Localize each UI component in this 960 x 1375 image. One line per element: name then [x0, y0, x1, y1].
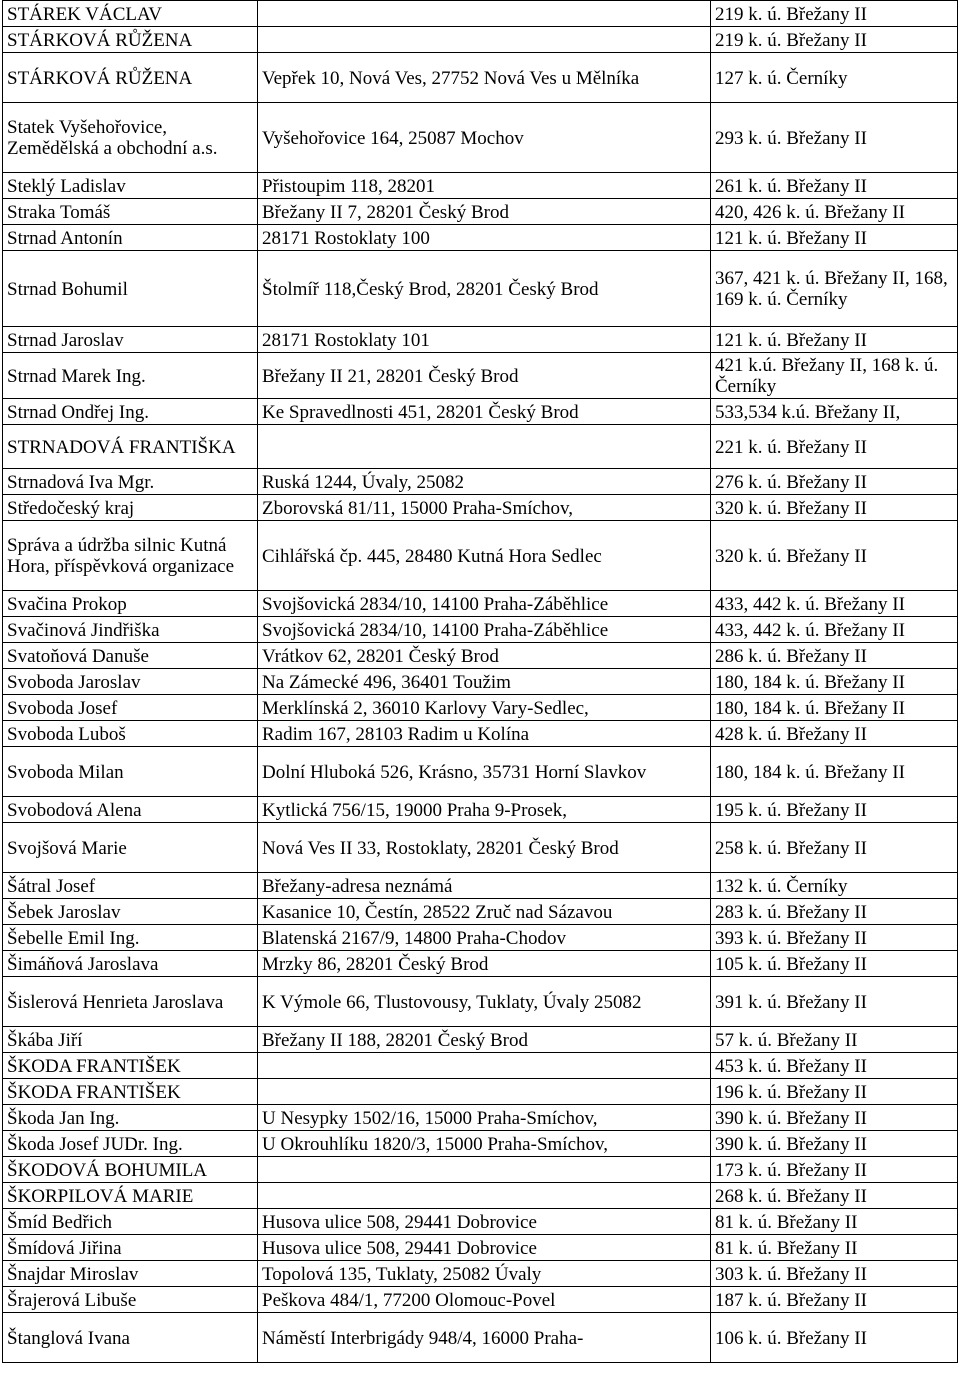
owner-name-cell: Svoboda Jaroslav — [3, 669, 258, 695]
owner-name-cell: Strnad Ondřej Ing. — [3, 399, 258, 425]
parcel-cell: 173 k. ú. Břežany II — [711, 1157, 958, 1183]
table-row — [3, 521, 958, 591]
table-row — [3, 797, 958, 823]
parcel-cell: 180, 184 k. ú. Břežany II — [711, 695, 958, 721]
owner-address-cell: Vrátkov 62, 28201 Český Brod — [258, 643, 711, 669]
owner-name-cell: Škoda Josef JUDr. Ing. — [3, 1131, 258, 1157]
owner-address-cell — [258, 1, 711, 27]
owner-address-cell: Merklínská 2, 36010 Karlovy Vary-Sedlec, — [258, 695, 711, 721]
parcel-cell: 132 k. ú. Černíky — [711, 873, 958, 899]
owner-name-cell: ŠKORPILOVÁ MARIE — [3, 1183, 258, 1209]
owner-address-cell — [258, 1157, 711, 1183]
owner-address-cell: Vyšehořovice 164, 25087 Mochov — [258, 103, 711, 173]
owner-name-cell: Svobodová Alena — [3, 797, 258, 823]
owner-name-cell: Straka Tomáš — [3, 199, 258, 225]
parcel-cell: 57 k. ú. Břežany II — [711, 1027, 958, 1053]
parcel-cell: 320 k. ú. Břežany II — [711, 521, 958, 591]
owner-address-cell: Štolmíř 118,Český Brod, 28201 Český Brod — [258, 251, 711, 327]
table-row — [3, 899, 958, 925]
owner-name-cell: ŠKODOVÁ BOHUMILA — [3, 1157, 258, 1183]
owner-name-cell: Šmíd Bedřich — [3, 1209, 258, 1235]
owners-table — [2, 0, 958, 1363]
owner-name-cell: Středočeský kraj — [3, 495, 258, 521]
owner-address-cell: Břežany-adresa neznámá — [258, 873, 711, 899]
table-row — [3, 873, 958, 899]
owner-name-cell: Šimáňová Jaroslava — [3, 951, 258, 977]
owner-name-cell: Šátral Josef — [3, 873, 258, 899]
table-row — [3, 1209, 958, 1235]
table-row — [3, 199, 958, 225]
parcel-cell: 219 k. ú. Břežany II — [711, 1, 958, 27]
owner-address-cell: Peškova 484/1, 77200 Olomouc-Povel — [258, 1287, 711, 1313]
owner-address-cell: Husova ulice 508, 29441 Dobrovice — [258, 1235, 711, 1261]
table-row — [3, 695, 958, 721]
table-row — [3, 327, 958, 353]
parcel-cell: 367, 421 k. ú. Břežany II, 168, 169 k. ú. Černíky — [711, 251, 958, 327]
owner-address-cell: Nová Ves II 33, Rostoklaty, 28201 Český Brod — [258, 823, 711, 873]
table-row — [3, 721, 958, 747]
table-row — [3, 669, 958, 695]
parcel-cell: 187 k. ú. Břežany II — [711, 1287, 958, 1313]
owner-address-cell: Topolová 135, Tuklaty, 25082 Úvaly — [258, 1261, 711, 1287]
table-row — [3, 977, 958, 1027]
table-row — [3, 1261, 958, 1287]
owner-name-cell: Strnad Jaroslav — [3, 327, 258, 353]
owner-name-cell: Strnad Marek Ing. — [3, 353, 258, 399]
parcel-cell: 121 k. ú. Břežany II — [711, 327, 958, 353]
owner-name-cell: Šebek Jaroslav — [3, 899, 258, 925]
owner-name-cell: Šnajdar Miroslav — [3, 1261, 258, 1287]
owner-address-cell: Kytlická 756/15, 19000 Praha 9-Prosek, — [258, 797, 711, 823]
owner-address-cell: Kasanice 10, Čestín, 28522 Zruč nad Sázavou — [258, 899, 711, 925]
table-row — [3, 617, 958, 643]
table-row — [3, 1183, 958, 1209]
parcel-cell: 127 k. ú. Černíky — [711, 53, 958, 103]
table-row — [3, 103, 958, 173]
table-row — [3, 1053, 958, 1079]
table-row — [3, 425, 958, 469]
owner-name-cell: Svoboda Josef — [3, 695, 258, 721]
parcel-cell: 286 k. ú. Břežany II — [711, 643, 958, 669]
table-row — [3, 925, 958, 951]
parcel-cell: 221 k. ú. Břežany II — [711, 425, 958, 469]
parcel-cell: 533,534 k.ú. Břežany II, — [711, 399, 958, 425]
table-row — [3, 225, 958, 251]
owner-name-cell: ŠKODA FRANTIŠEK — [3, 1079, 258, 1105]
owner-name-cell: Svačinová Jindřiška — [3, 617, 258, 643]
table-row — [3, 173, 958, 199]
table-row — [3, 951, 958, 977]
owner-address-cell: U Okrouhlíku 1820/3, 15000 Praha-Smíchov, — [258, 1131, 711, 1157]
parcel-cell: 303 k. ú. Břežany II — [711, 1261, 958, 1287]
parcel-cell: 453 k. ú. Břežany II — [711, 1053, 958, 1079]
owner-address-cell: Husova ulice 508, 29441 Dobrovice — [258, 1209, 711, 1235]
table-row — [3, 399, 958, 425]
parcel-cell: 428 k. ú. Břežany II — [711, 721, 958, 747]
parcel-cell: 180, 184 k. ú. Břežany II — [711, 669, 958, 695]
owner-name-cell: Šmídová Jiřina — [3, 1235, 258, 1261]
owner-address-cell: Náměstí Interbrigády 948/4, 16000 Praha- — [258, 1313, 711, 1363]
parcel-cell: 258 k. ú. Břežany II — [711, 823, 958, 873]
owner-name-cell: Strnadová Iva Mgr. — [3, 469, 258, 495]
parcel-cell: 180, 184 k. ú. Břežany II — [711, 747, 958, 797]
table-row — [3, 643, 958, 669]
table-row — [3, 1079, 958, 1105]
parcel-cell: 320 k. ú. Břežany II — [711, 495, 958, 521]
owner-address-cell: U Nesypky 1502/16, 15000 Praha-Smíchov, — [258, 1105, 711, 1131]
parcel-cell: 391 k. ú. Břežany II — [711, 977, 958, 1027]
owner-name-cell: STÁRKOVÁ RŮŽENA — [3, 53, 258, 103]
owner-name-cell: Šebelle Emil Ing. — [3, 925, 258, 951]
parcel-cell: 261 k. ú. Břežany II — [711, 173, 958, 199]
parcel-cell: 105 k. ú. Břežany II — [711, 951, 958, 977]
table-row — [3, 823, 958, 873]
table-row — [3, 1131, 958, 1157]
parcel-cell: 390 k. ú. Břežany II — [711, 1131, 958, 1157]
owner-address-cell — [258, 425, 711, 469]
owner-name-cell: Svojšová Marie — [3, 823, 258, 873]
owner-name-cell: STÁREK VÁCLAV — [3, 1, 258, 27]
parcel-cell: 268 k. ú. Břežany II — [711, 1183, 958, 1209]
owner-address-cell: Přistoupim 118, 28201 — [258, 173, 711, 199]
owner-address-cell — [258, 1183, 711, 1209]
table-row — [3, 353, 958, 399]
parcel-cell: 433, 442 k. ú. Břežany II — [711, 591, 958, 617]
owner-name-cell: Statek Vyšehořovice, Zemědělská a obchodní a.s. — [3, 103, 258, 173]
owners-table-body — [3, 1, 958, 1363]
owner-name-cell: STRNADOVÁ FRANTIŠKA — [3, 425, 258, 469]
parcel-cell: 196 k. ú. Břežany II — [711, 1079, 958, 1105]
owner-address-cell: Na Zámecké 496, 36401 Toužim — [258, 669, 711, 695]
table-row — [3, 1235, 958, 1261]
table-row — [3, 1027, 958, 1053]
owner-address-cell — [258, 27, 711, 53]
owner-name-cell: Škoda Jan Ing. — [3, 1105, 258, 1131]
owner-address-cell: 28171 Rostoklaty 101 — [258, 327, 711, 353]
owner-address-cell: Mrzky 86, 28201 Český Brod — [258, 951, 711, 977]
owner-address-cell — [258, 1079, 711, 1105]
owner-name-cell: Škába Jiří — [3, 1027, 258, 1053]
table-row — [3, 1287, 958, 1313]
owner-address-cell: Vepřek 10, Nová Ves, 27752 Nová Ves u Mělníka — [258, 53, 711, 103]
owner-name-cell: STÁRKOVÁ RŮŽENA — [3, 27, 258, 53]
owner-address-cell: Cihlářská čp. 445, 28480 Kutná Hora Sedlec — [258, 521, 711, 591]
owner-name-cell: Štanglová Ivana — [3, 1313, 258, 1363]
table-row — [3, 1313, 958, 1363]
owner-address-cell: Blatenská 2167/9, 14800 Praha-Chodov — [258, 925, 711, 951]
owner-address-cell: Dolní Hluboká 526, Krásno, 35731 Horní Slavkov — [258, 747, 711, 797]
table-row — [3, 53, 958, 103]
owner-address-cell: Svojšovická 2834/10, 14100 Praha-Záběhlice — [258, 617, 711, 643]
parcel-cell: 276 k. ú. Břežany II — [711, 469, 958, 495]
owner-address-cell: Břežany II 188, 28201 Český Brod — [258, 1027, 711, 1053]
owner-address-cell: 28171 Rostoklaty 100 — [258, 225, 711, 251]
owner-address-cell: Ke Spravedlnosti 451, 28201 Český Brod — [258, 399, 711, 425]
parcel-cell: 421 k.ú. Břežany II, 168 k. ú. Černíky — [711, 353, 958, 399]
table-row — [3, 1, 958, 27]
parcel-cell: 219 k. ú. Břežany II — [711, 27, 958, 53]
parcel-cell: 106 k. ú. Břežany II — [711, 1313, 958, 1363]
owner-address-cell — [258, 1053, 711, 1079]
table-row — [3, 27, 958, 53]
owner-name-cell: Šislerová Henrieta Jaroslava — [3, 977, 258, 1027]
owner-name-cell: Strnad Antonín — [3, 225, 258, 251]
table-row — [3, 1157, 958, 1183]
owner-address-cell: Svojšovická 2834/10, 14100 Praha-Záběhlice — [258, 591, 711, 617]
owner-name-cell: Strnad Bohumil — [3, 251, 258, 327]
parcel-cell: 81 k. ú. Břežany II — [711, 1209, 958, 1235]
parcel-cell: 121 k. ú. Břežany II — [711, 225, 958, 251]
owner-name-cell: Steklý Ladislav — [3, 173, 258, 199]
table-row — [3, 495, 958, 521]
owner-address-cell: Břežany II 7, 28201 Český Brod — [258, 199, 711, 225]
owner-name-cell: Svoboda Milan — [3, 747, 258, 797]
owner-name-cell: Svatoňová Danuše — [3, 643, 258, 669]
parcel-cell: 81 k. ú. Břežany II — [711, 1235, 958, 1261]
parcel-cell: 283 k. ú. Břežany II — [711, 899, 958, 925]
owner-name-cell: Správa a údržba silnic Kutná Hora, příspěvková organizace — [3, 521, 258, 591]
parcel-cell: 433, 442 k. ú. Břežany II — [711, 617, 958, 643]
owner-name-cell: Svačina Prokop — [3, 591, 258, 617]
owner-name-cell: ŠKODA FRANTIŠEK — [3, 1053, 258, 1079]
table-row — [3, 747, 958, 797]
owner-name-cell: Svoboda Luboš — [3, 721, 258, 747]
owner-address-cell: Radim 167, 28103 Radim u Kolína — [258, 721, 711, 747]
table-row — [3, 251, 958, 327]
owner-address-cell: Břežany II 21, 28201 Český Brod — [258, 353, 711, 399]
table-row — [3, 1105, 958, 1131]
table-row — [3, 469, 958, 495]
owner-address-cell: K Výmole 66, Tlustovousy, Tuklaty, Úvaly 25082 — [258, 977, 711, 1027]
parcel-cell: 420, 426 k. ú. Břežany II — [711, 199, 958, 225]
parcel-cell: 195 k. ú. Břežany II — [711, 797, 958, 823]
parcel-cell: 293 k. ú. Břežany II — [711, 103, 958, 173]
parcel-cell: 390 k. ú. Břežany II — [711, 1105, 958, 1131]
table-row — [3, 591, 958, 617]
parcel-cell: 393 k. ú. Břežany II — [711, 925, 958, 951]
owner-address-cell: Ruská 1244, Úvaly, 25082 — [258, 469, 711, 495]
owner-name-cell: Šrajerová Libuše — [3, 1287, 258, 1313]
owner-address-cell: Zborovská 81/11, 15000 Praha-Smíchov, — [258, 495, 711, 521]
